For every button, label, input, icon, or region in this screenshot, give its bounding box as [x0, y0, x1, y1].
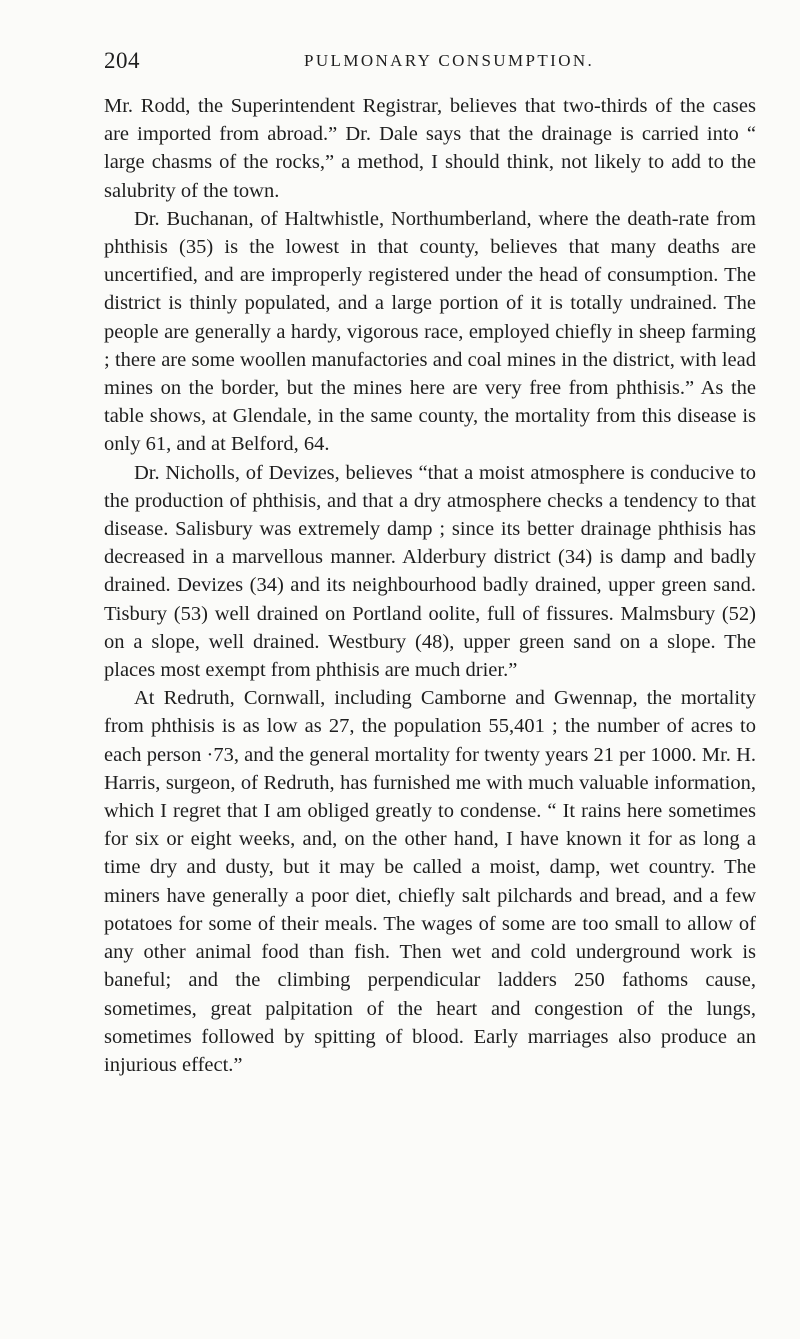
paragraph-buchanan: Dr. Buchanan, of Haltwhistle, Northumberland, where the death-rate from phthisis (35) is the lowest in that county, believes that many deaths are uncertified, and are improperly registered under the head of consumption. The district is thinly populated, and a large portion of it is totally undrained. The people are generally a hardy, vigorous race, employed chiefly in sheep farming ; there are some woollen manufactories and coal mines in the district, with lead mines on the border, but the mines here are very free from phthisis.” As the table shows, at Glendale, in the same county, the mortality from this disease is only 61, and at Belford, 64.	[104, 207, 756, 456]
paragraph-rodd: Mr. Rodd, the Superintendent Registrar, believes that two-thirds of the cases are imported from abroad.” Dr. Dale says that the drainage is carried into “ large chasms of the rocks,” a method, I should think, not likely to add to the salubrity of the town.	[104, 95, 756, 202]
paragraph-redruth: At Redruth, Cornwall, including Camborne and Gwennap, the mortality from phthisis is as low as 27, the population 55,401 ; the number of acres to each person ·73, and the general mortality for twenty years 21 per 1000. Mr. H. Harris, surgeon, of Redruth, has furnished me with much valuable information, which I regret that I am obliged greatly to condense. “ It rains here sometimes for six or eight weeks, and, on the other hand, I have known it for as long a time dry and dusty, but it may be called a moist, damp, wet country. The miners have generally a poor diet, chiefly salt pilchards and bread, and a few potatoes for some of their meals. The wages of some are too small to allow of any other animal food than fish. Then wet and cold underground work is baneful; and the climbing perpendicular ladders 250 fathoms cause, sometimes, great palpitation of the heart and congestion of the lungs, sometimes followed by spitting of blood. Early marriages also produce an injurious effect.”	[104, 687, 756, 1076]
paragraph-nicholls: Dr. Nicholls, of Devizes, believes “that a moist atmosphere is conducive to the production of phthisis, and that a dry atmosphere checks a tendency to that disease. Salisbury was extremely damp ; since its better drainage phthisis has decreased in a marvellous manner. Alderbury district (34) is damp and badly drained. Devizes (34) and its neighbourhood badly drained, upper green sand. Tisbury (53) well drained on Portland oolite, full of fissures. Malmsbury (52) on a slope, well drained. Westbury (48), upper green sand on a slope. The places most exempt from phthisis are much drier.”	[104, 461, 756, 682]
body-text	[104, 92, 756, 1079]
running-title: PULMONARY CONSUMPTION.	[304, 51, 595, 70]
page-number: 204	[104, 48, 140, 73]
running-head	[104, 48, 754, 78]
